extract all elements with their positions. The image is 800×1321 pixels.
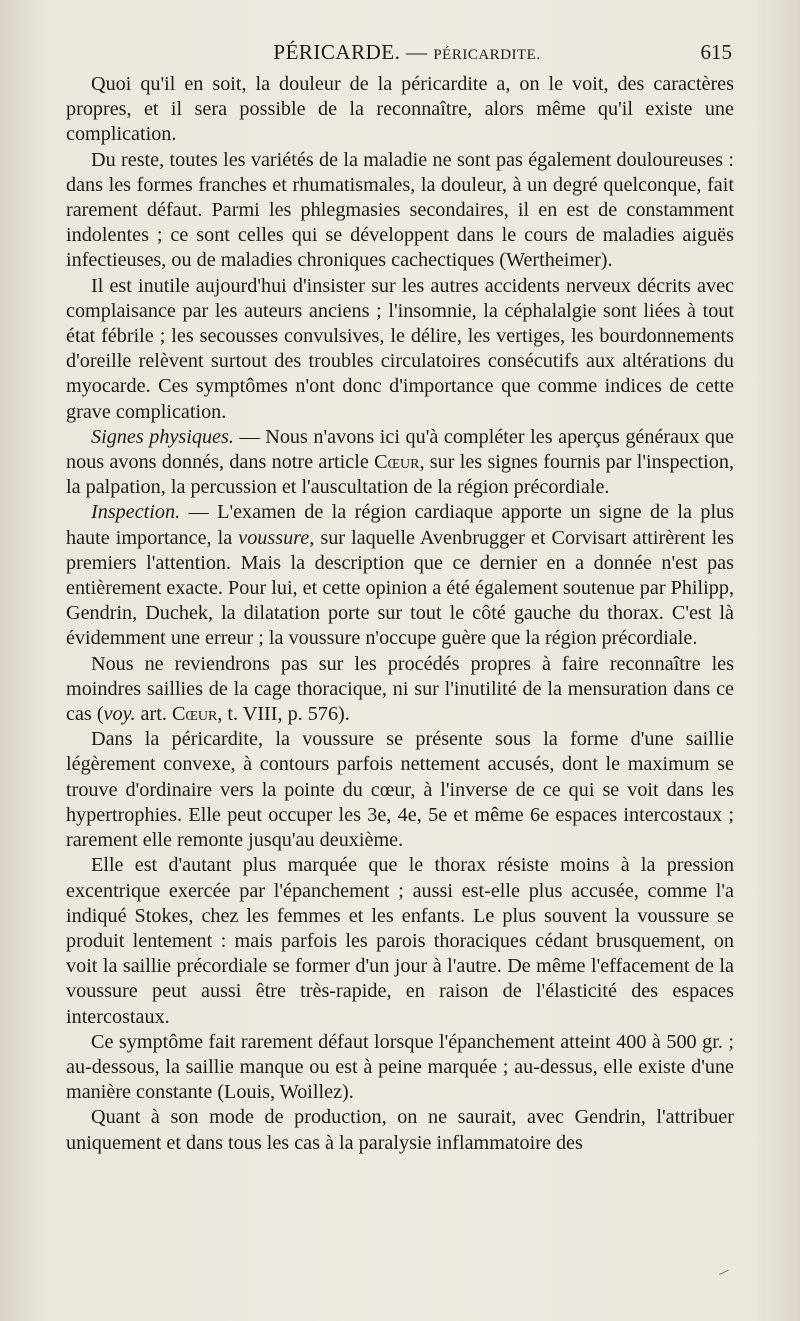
paragraph-signes-physiques: Signes physiques. — Nous n'avons ici qu'à compléter les aperçus généraux que nous avons donnés, dans notre article Cœur, sur les signes fournis par l'inspection, la palpation, la percussion et l'auscultation de la région précordiale.	[66, 425, 735, 499]
paragraph-7: Dans la péricardite, la voussure se présente sous la forme d'une saillie légèrement convexe, à contours parfois nettement accusés, dont le maximum se trouve d'ordinaire vers la pointe du cœur, à l'inverse de ce qui se voit dans les hypertrophies. Elle peut occuper les 3e, 4e, 5e et même 6e espaces intercostaux ; rarement elle remonte jusqu'au deuxième.	[66, 728, 734, 852]
pencil-mark	[717, 1266, 728, 1275]
paragraph-3: Il est inutile aujourd'hui d'insister sur les autres accidents nerveux décrits avec complaisance par les auteurs anciens ; l'insomnie, la céphalalgie sont liées à tout état fébrile ; les secousses convulsives, le délire, les vertiges, les bourdonnements d'oreille relèvent surtout des troubles circulatoires consécutifs aux altérations du myocarde. Ces symptômes n'ont donc d'importance que comme indices de cette grave complication.	[66, 274, 734, 423]
paragraph-9: Ce symptôme fait rarement défaut lorsque l'épanchement atteint 400 à 500 gr. ; au-dessous, la saillie manque ou est à peine marquée ; au-dessus, elle existe d'une manière constante (Louis, Woillez).	[66, 1030, 734, 1104]
running-title	[82, 40, 732, 65]
paragraph-1: Quoi qu'il en soit, la douleur de la péricardite a, on le voit, des caractères propres, et il sera possible de la reconnaître, alors même qu'il existe une complication.	[66, 73, 734, 146]
paragraph-10: Quant à son mode de production, on ne saurait, avec Gendrin, l'attribuer uniquement et dans tous les cas à la paralysie inflammatoire des	[66, 1106, 734, 1154]
running-header	[82, 40, 732, 74]
running-title-sub: PÉRICARDITE.	[433, 47, 541, 63]
paragraph-6: Nous ne reviendrons pas sur les procédés propres à faire reconnaître les moindres saillies de la cage thoracique, ni sur l'inutilité de la mensuration dans ce cas (voy. art. Cœur, t. VIII, p. 576).	[66, 652, 734, 726]
paragraph-2: Du reste, toutes les variétés de la maladie ne sont pas également douloureuses : dans les formes franches et rhumatismales, la douleur, à un degré quelconque, fait rarement défaut. Parmi les phlegmasies secondaires, il en est de constamment indolentes ; ce sont celles qui se développent dans le cours de maladies aiguës infectieuses, ou de maladies chroniques cachectiques (Wertheimer).	[66, 148, 734, 272]
paragraph-8: Elle est d'autant plus marquée que le thorax résiste moins à la pression excentrique exercée par l'épanchement ; aussi est-elle plus accusée, comme l'a indiqué Stokes, chez les femmes et les enfants. Le plus souvent la voussure se produit lentement : mais parfois les parois thoraciques cédant brusquement, on voit la saillie précordiale se former d'un jour à l'autre. De même l'effacement de la voussure peut aussi être très-rapide, en raison de l'élasticité des espaces intercostaux.	[66, 854, 734, 1028]
body-text	[66, 72, 734, 1156]
running-title-main: PÉRICARDE. —	[273, 40, 428, 64]
page-number: 615	[700, 40, 732, 64]
section-lead-inspection: Inspection.	[91, 501, 181, 524]
paragraph-inspection: Inspection. — L'examen de la région cardiaque apporte un signe de la plus haute importance, la voussure, sur laquelle Avenbrugger et Corvisart attirèrent les premiers l'attention. Mais la description que ce dernier en a donnée n'est pas entièrement exacte. Pour lui, et cette opinion a été également soutenue par Philipp, Gendrin, Duchek, la dilatation porte sur tout le côté gauche du thorax. C'est là évidemment une erreur ; la voussure n'occupe guère que la région précordiale.	[66, 501, 734, 650]
section-lead-signes-physiques: Signes physiques.	[91, 425, 234, 448]
